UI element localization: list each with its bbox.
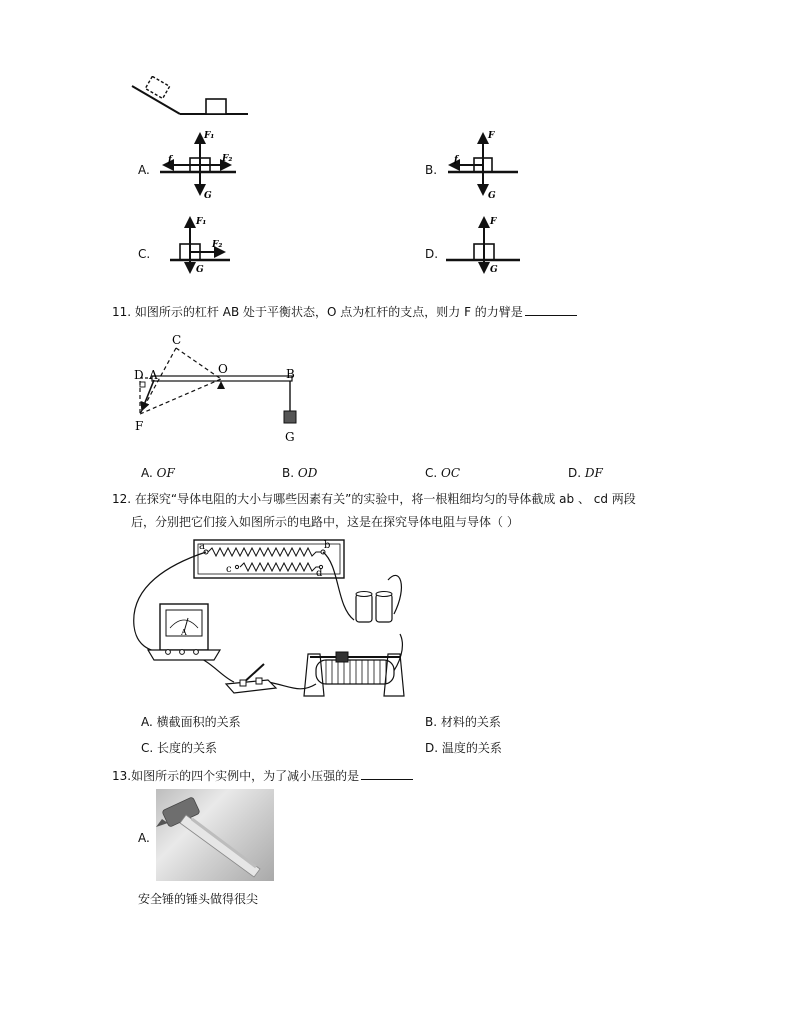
q10-incline-figure	[128, 76, 252, 120]
q12-text-line2: 后，分别把它们接入如图所示的电路中，这是在探究导体电阻与导体（ ）	[131, 515, 519, 529]
q11-option-d[interactable]	[568, 465, 603, 481]
q11-label-a: A	[149, 368, 158, 382]
q13-text: 如图所示的四个实例中，为了减小压强的是	[131, 769, 360, 783]
q12-label-b: b	[324, 540, 331, 551]
q10-option-d-label[interactable]: D.	[425, 247, 439, 261]
q12-option-a-value: 横截面积的关系	[156, 715, 241, 729]
q11-option-c-value: OC	[441, 466, 461, 480]
q10-option-a-label[interactable]: A.	[138, 163, 150, 177]
q10-c-down-label: G	[196, 265, 204, 274]
q10-option-c-figure[interactable]	[158, 212, 238, 274]
q13-option-a-image[interactable]	[156, 789, 274, 881]
q10-option-b-label[interactable]: B.	[425, 163, 438, 177]
q12-label-c: c	[226, 564, 232, 575]
q12-option-c-label: C.	[141, 741, 154, 755]
q11-option-d-label: D.	[568, 466, 582, 480]
q11-answer-blank[interactable]	[525, 303, 577, 316]
q13-question	[112, 767, 413, 784]
q10-d-down-label: G	[490, 265, 498, 274]
q12-option-c-value: 长度的关系	[157, 741, 218, 755]
q11-option-a-label: A.	[141, 466, 153, 480]
q11-label-o: O	[218, 362, 228, 376]
q10-b-up-label: F	[488, 131, 495, 141]
q10-b-down-label: G	[488, 191, 496, 200]
q13-answer-blank[interactable]	[361, 767, 413, 780]
q11-option-b-value: OD	[297, 466, 318, 480]
q12-option-b[interactable]	[425, 714, 501, 730]
q11-label-g: G	[285, 430, 295, 444]
q11-option-b[interactable]	[282, 465, 317, 481]
q10-c-right-label: F₂	[212, 240, 223, 250]
q13-option-a-caption: 安全锤的锤头做得很尖	[138, 892, 259, 906]
q12-option-a-label: A.	[141, 715, 153, 729]
q11-option-a[interactable]	[141, 465, 175, 481]
q12-label-d: d	[316, 568, 323, 579]
q10-a-down-label: G	[204, 191, 212, 200]
q13-option-a-label[interactable]: A.	[138, 831, 150, 845]
q10-a-left-label: f	[168, 155, 172, 165]
q12-number: 12.	[112, 492, 132, 506]
q12-option-d-label: D.	[425, 741, 439, 755]
q11-option-c[interactable]	[425, 465, 460, 481]
q10-a-right-label: F₂	[222, 154, 233, 164]
q10-c-up-label: F₁	[196, 217, 207, 227]
q11-option-a-value: OF	[156, 466, 175, 480]
q12-circuit-figure	[130, 536, 420, 704]
q12-label-a: a	[199, 541, 205, 552]
q11-text: 如图所示的杠杆 AB 处于平衡状态，O 点为杠杆的支点，则力 F 的力臂是	[134, 305, 523, 319]
q10-b-left-label: f	[454, 155, 458, 165]
q11-label-b: B	[286, 367, 295, 381]
q13-number: 13.	[112, 769, 132, 783]
q11-label-f: F	[135, 419, 144, 433]
q11-label-d: D	[134, 368, 144, 382]
hammer-icon	[156, 789, 274, 881]
q12-option-b-value: 材料的关系	[440, 715, 501, 729]
q12-option-d[interactable]	[425, 740, 502, 756]
q11-question	[112, 303, 577, 320]
q10-a-up-label: F₁	[204, 131, 215, 141]
q11-option-d-value: DF	[584, 466, 603, 480]
q12-option-c[interactable]	[141, 740, 217, 756]
q11-option-b-label: B.	[282, 466, 295, 480]
q12-option-b-label: B.	[425, 715, 438, 729]
q12-question-line2	[131, 514, 519, 530]
q10-option-a-figure[interactable]	[158, 128, 238, 200]
q10-option-c-label[interactable]: C.	[138, 247, 151, 261]
q11-option-c-label: C.	[425, 466, 438, 480]
q12-option-d-value: 温度的关系	[441, 741, 502, 755]
q12-ammeter-label: A	[181, 628, 187, 637]
q11-label-c: C	[172, 333, 182, 347]
q10-option-b-figure[interactable]	[444, 128, 524, 200]
q11-lever-figure	[130, 328, 310, 446]
q10-option-d-figure[interactable]	[444, 212, 524, 274]
q10-d-up-label: F	[490, 217, 497, 227]
q11-number: 11.	[112, 305, 132, 319]
q12-question-line1	[112, 491, 636, 507]
q12-text-line1: 在探究“导体电阻的大小与哪些因素有关”的实验中，将一根粗细均匀的导体截成 ab 、 cd 两段	[134, 492, 636, 506]
q12-option-a[interactable]	[141, 714, 241, 730]
